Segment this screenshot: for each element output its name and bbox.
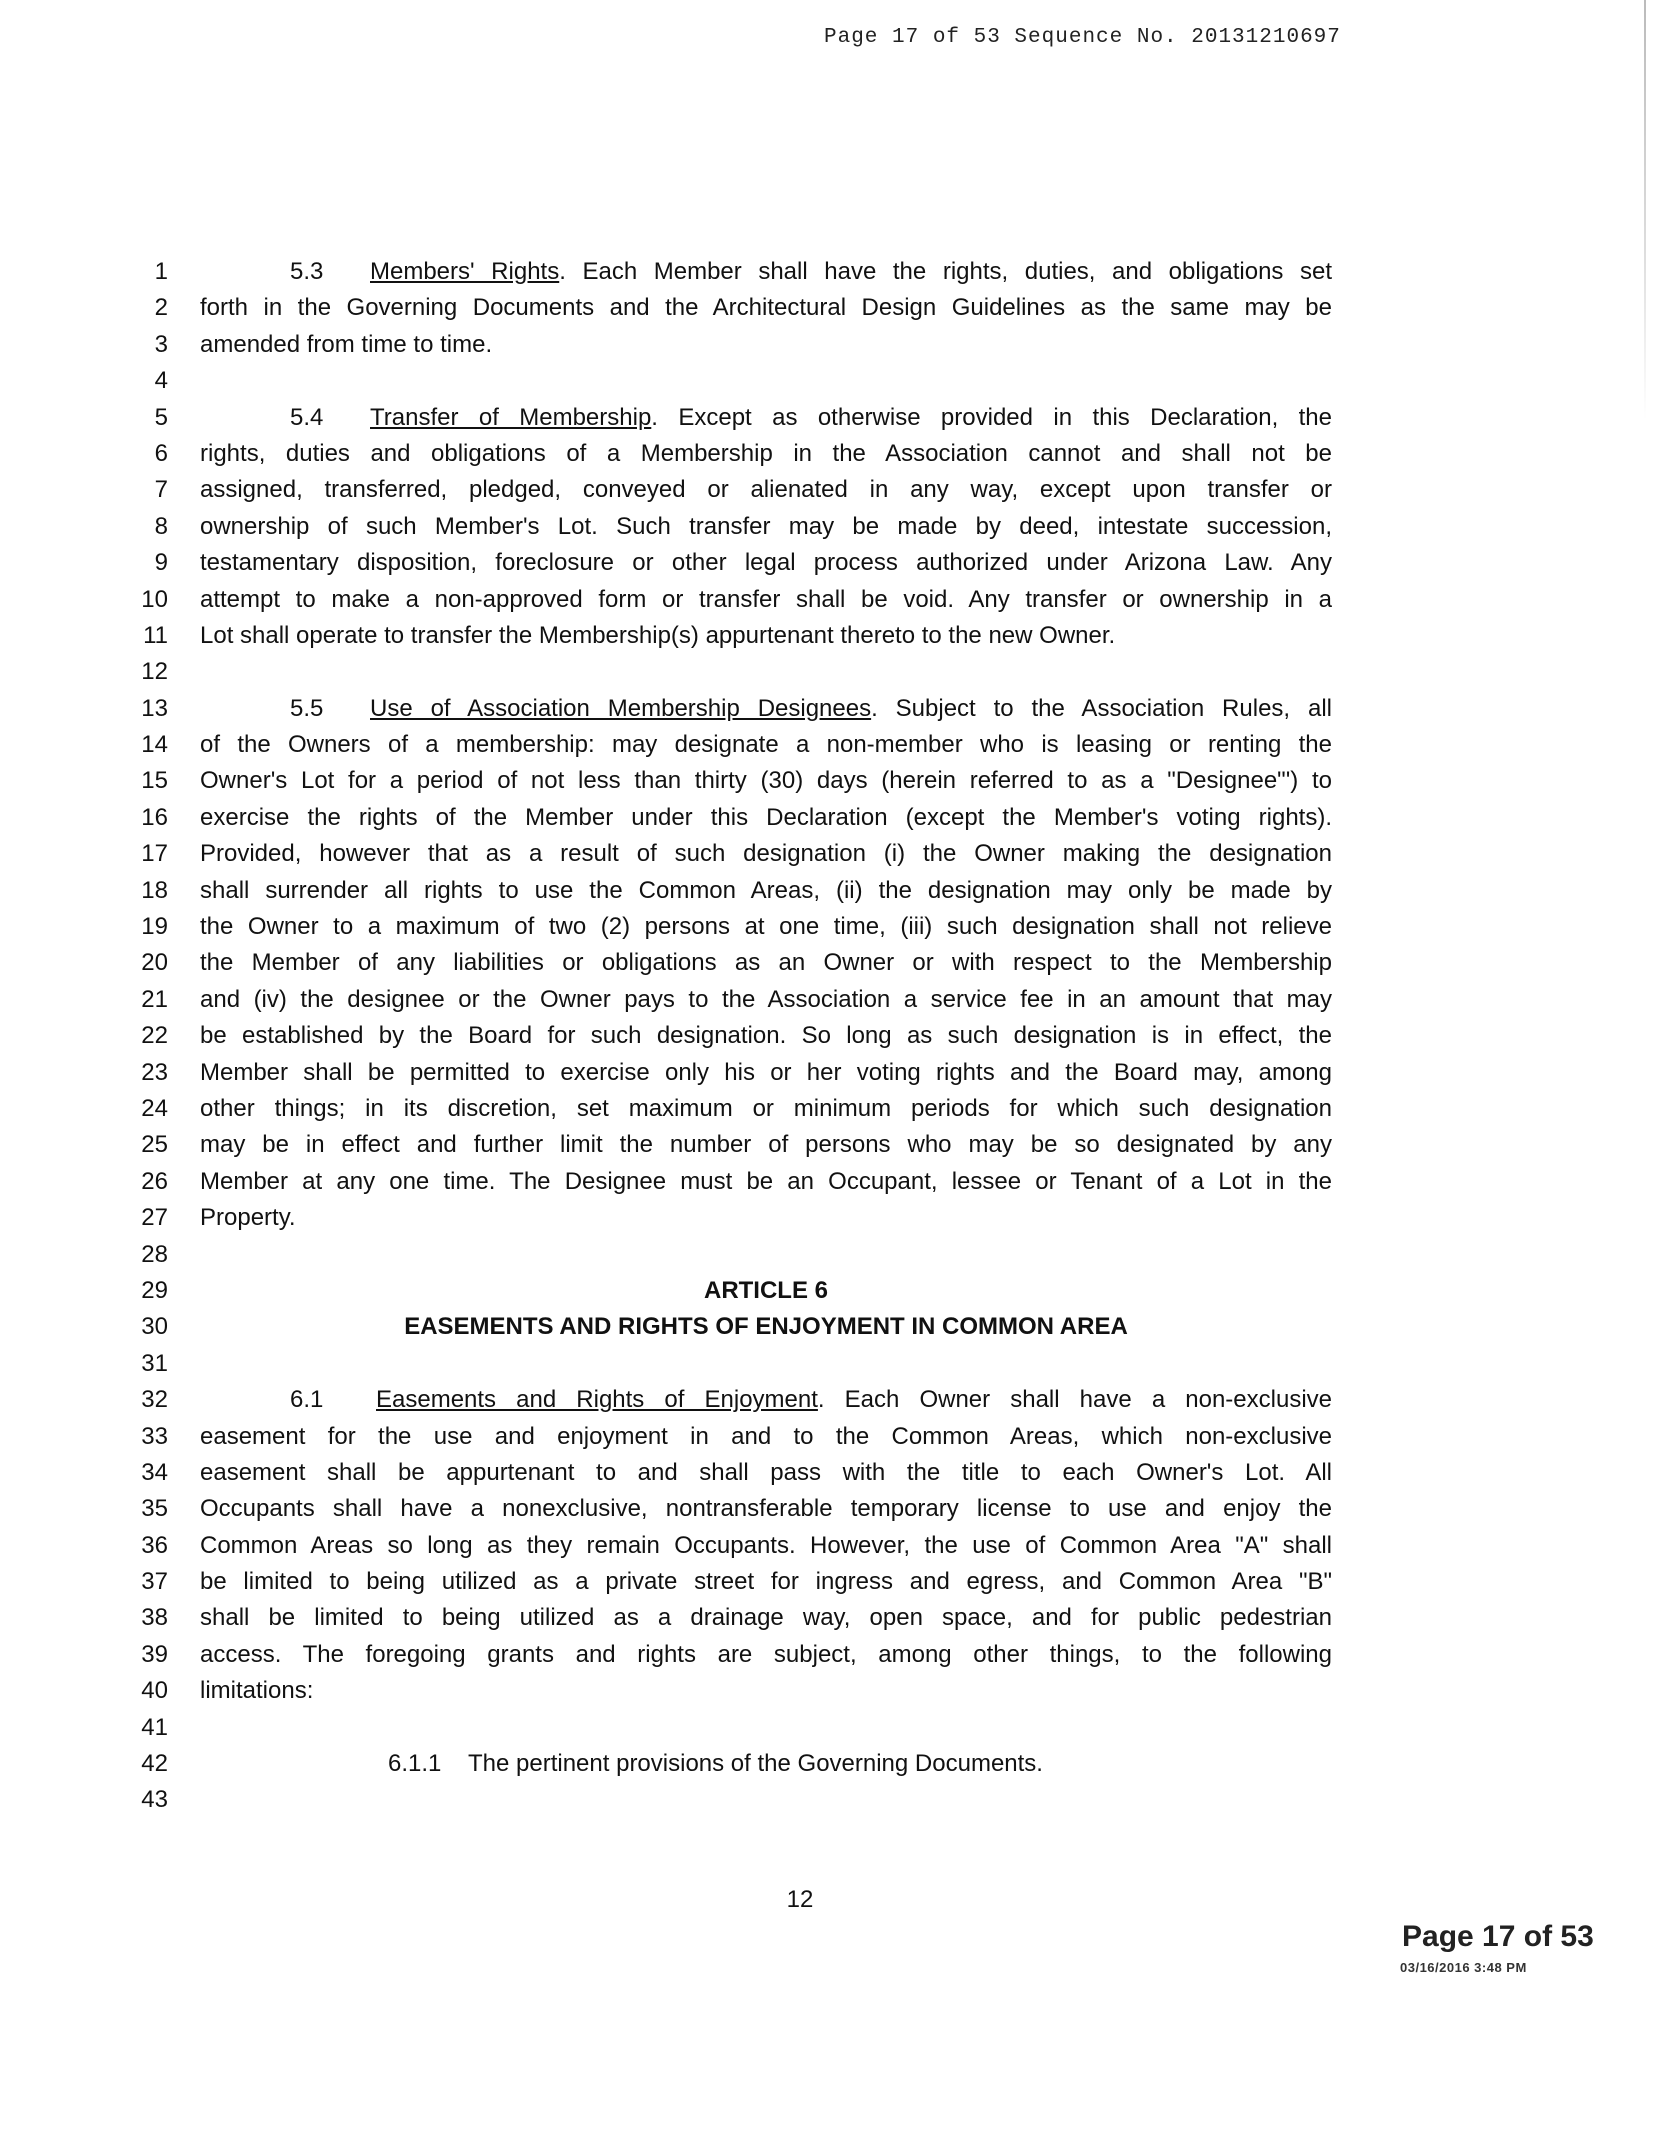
line-number: 1 bbox=[154, 258, 168, 285]
line-23: 23 Member shall be permitted to exercise only his or her voting rights and the Board may, among bbox=[141, 1058, 1332, 1086]
section-5-5-title: Use of Association Membership Designees bbox=[370, 694, 872, 722]
line-18: 18 shall surrender all rights to use the Common Areas, (ii) the designation may only be made by bbox=[141, 876, 1332, 904]
line-17: 17 Provided, however that as a result of such designation (i) the Owner making the designation bbox=[141, 840, 1332, 868]
recorder-date-stamp: 03/16/2016 3:48 PM bbox=[1400, 1960, 1527, 1975]
section-5-3-lead: 5.3 Members' Rights. Each Member shall have the rights, duties, and obligations set bbox=[290, 258, 1333, 285]
line-22: 22 be established by the Board for such designation. So long as such designation is in effect, the bbox=[141, 1022, 1332, 1050]
line-41: 41 bbox=[141, 1713, 168, 1741]
line-9: 9 testamentary disposition, foreclosure or other legal process authorized under Arizona Law. Any bbox=[154, 549, 1332, 577]
line-2: 2 forth in the Governing Documents and the Architectural Design Guidelines as the same may be bbox=[154, 294, 1332, 322]
line-36: 36 Common Areas so long as they remain Occupants. However, the use of Common Area "A" shall bbox=[141, 1531, 1332, 1559]
line-16: 16 exercise the rights of the Member under this Declaration (except the Member's voting rights). bbox=[141, 803, 1332, 831]
section-5-3-title: Members' Rights bbox=[370, 258, 560, 285]
line-27: 27 Property. bbox=[141, 1204, 296, 1232]
numbered-body bbox=[0, 254, 1400, 1819]
article-title-heading: EASEMENTS AND RIGHTS OF ENJOYMENT IN COMMON AREA bbox=[404, 1313, 1128, 1341]
line-28: 28 bbox=[141, 1240, 168, 1268]
line-19: 19 the Owner to a maximum of two (2) persons at one time, (iii) such designation shall not relieve bbox=[141, 913, 1332, 941]
line-6: 6 rights, duties and obligations of a Membership in the Association cannot and shall not be bbox=[154, 439, 1332, 467]
line-11: 11 Lot shall operate to transfer the Membership(s) appurtenant thereto to the new Owner. bbox=[143, 621, 1116, 649]
line-12: 12 bbox=[141, 658, 168, 686]
line-26: 26 Member at any one time. The Designee must be an Occupant, lessee or Tenant of a Lot in the bbox=[141, 1167, 1332, 1195]
line-31: 31 bbox=[141, 1349, 168, 1377]
line-13: 13 5.5 Use of Association Membership Designees. Subject to the Association Rules, all bbox=[0, 691, 1400, 727]
line-32: 32 6.1 Easements and Rights of Enjoyment. Each Owner shall have a non-exclusive bbox=[0, 1382, 1400, 1418]
section-5-4-title: Transfer of Membership bbox=[370, 403, 652, 431]
article-number-heading: ARTICLE 6 bbox=[703, 1276, 828, 1304]
line-20: 20 the Member of any liabilities or obligations as an Owner or with respect to the Membership bbox=[141, 949, 1332, 977]
line-4: 4 bbox=[154, 367, 168, 395]
page-number: 12 bbox=[786, 1886, 814, 1913]
line-29: 29 ARTICLE 6 bbox=[0, 1273, 1400, 1309]
line-34: 34 easement shall be appurtenant to and shall pass with the title to each Owner's Lot. All bbox=[141, 1458, 1332, 1486]
line-30: 30 EASEMENTS AND RIGHTS OF ENJOYMENT IN COMMON AREA bbox=[0, 1309, 1400, 1345]
section-6-1-1: 6.1.1 The pertinent provisions of the Governing Documents. bbox=[388, 1750, 1043, 1778]
line-15: 15 Owner's Lot for a period of not less than thirty (30) days (herein referred to as a "Designee"') to bbox=[141, 767, 1332, 795]
line-24: 24 other things; in its discretion, set maximum or minimum periods for which such designation bbox=[141, 1094, 1332, 1122]
line-40: 40 limitations: bbox=[141, 1677, 314, 1705]
line-10: 10 attempt to make a non-approved form or transfer shall be void. Any transfer or ownership in a bbox=[141, 585, 1332, 613]
line-25: 25 may be in effect and further limit the number of persons who may be so designated by any bbox=[141, 1131, 1332, 1159]
line-5: 5 5.4 Transfer of Membership. Except as otherwise provided in this Declaration, the bbox=[0, 400, 1400, 436]
line-35: 35 Occupants shall have a nonexclusive, nontransferable temporary license to use and enjoy the bbox=[141, 1495, 1332, 1523]
line-38: 38 shall be limited to being utilized as a drainage way, open space, and for public pedestrian bbox=[141, 1604, 1332, 1632]
line-7: 7 assigned, transferred, pledged, conveyed or alienated in any way, except upon transfer or bbox=[154, 476, 1332, 504]
line-3: 3 amended from time to time. bbox=[154, 330, 493, 358]
line-21: 21 and (iv) the designee or the Owner pays to the Association a service fee in an amount that may bbox=[141, 985, 1332, 1013]
line-39: 39 access. The foregoing grants and rights are subject, among other things, to the following bbox=[141, 1640, 1332, 1668]
section-6-1-lead: 6.1 Easements and Rights of Enjoyment. Each Owner shall have a non-exclusive bbox=[290, 1386, 1332, 1414]
section-6-1-title: Easements and Rights of Enjoyment bbox=[376, 1386, 818, 1414]
sequence-header: Page 17 of 53 Sequence No. 20131210697 bbox=[824, 26, 1341, 49]
line-33: 33 easement for the use and enjoyment in and to the Common Areas, which non-exclusive bbox=[141, 1422, 1332, 1450]
line-14: 14 of the Owners of a membership: may designate a non-member who is leasing or renting the bbox=[141, 731, 1332, 759]
line-42: 42 6.1.1 The pertinent provisions of the Governing Documents. bbox=[0, 1746, 1400, 1782]
section-5-5-lead: 5.5 Use of Association Membership Designees. Subject to the Association Rules, all bbox=[290, 694, 1332, 722]
scan-edge-mark bbox=[1644, 0, 1646, 420]
recorder-page-stamp: Page 17 of 53 bbox=[1402, 1920, 1594, 1953]
line-8: 8 ownership of such Member's Lot. Such transfer may be made by deed, intestate succession, bbox=[154, 512, 1332, 540]
line-37: 37 be limited to being utilized as a private street for ingress and egress, and Common Area "B" bbox=[141, 1568, 1332, 1596]
line-43: 43 bbox=[141, 1786, 168, 1814]
section-5-4-lead: 5.4 Transfer of Membership. Except as otherwise provided in this Declaration, the bbox=[290, 403, 1332, 431]
line-1 bbox=[0, 254, 1400, 290]
